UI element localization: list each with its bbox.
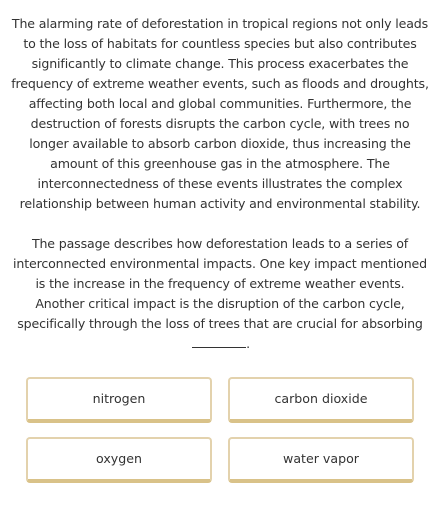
reading-passage: The alarming rate of deforestation in tropical regions not only leads to the loss of habitats for countless species but also contributes significantly to climate change. This process exacerbates the frequency of extreme weather events, such as floods and droughts, affecting both local and global communities. Furthermore, the destruction of forests disrupts the carbon cycle, with trees no longer available to absorb carbon dioxide, thus increasing the amount of this greenhouse gas in the atmosphere. The interconnectedness of these events illustrates the complex relationship between human activity and environmental stability.: [11, 16, 429, 211]
question-prompt: [10, 234, 430, 354]
choice-oxygen-button[interactable]: oxygen: [26, 437, 212, 483]
choice-nitrogen-button[interactable]: nitrogen: [26, 377, 212, 423]
answer-choices: [26, 377, 414, 483]
question-end: .: [246, 336, 250, 351]
choice-water-vapor-button[interactable]: water vapor: [228, 437, 414, 483]
question-text: The passage describes how deforestation leads to a series of interconnected environmental impacts. One key impact mentioned is the increase in the frequency of extreme weather events. Another critical impact is the disruption of the carbon cycle, specifically through the loss of trees that are crucial for absorbing: [13, 236, 427, 331]
choice-carbon-dioxide-button[interactable]: carbon dioxide: [228, 377, 414, 423]
answer-blank: [192, 336, 246, 348]
